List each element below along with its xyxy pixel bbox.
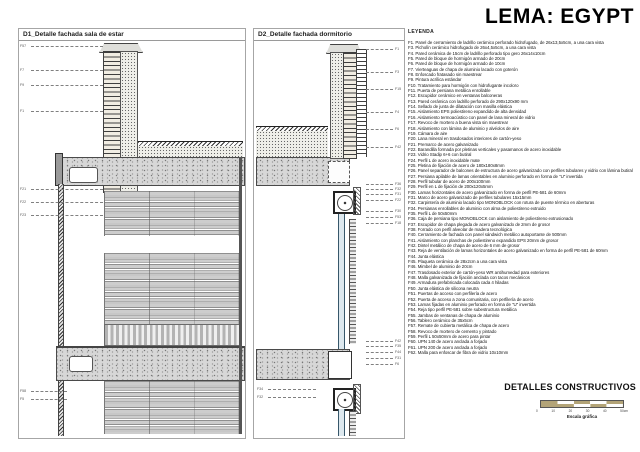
legend-item-f20: F20. Lana mineral en trasdosados interiores de cartón-yeso bbox=[408, 136, 522, 142]
legend-item-f23: F23. Vidrio Stadip 6+6 con butiral bbox=[408, 152, 472, 158]
legend-item-f32: F32. Carpintería de aluminio lacado tipo MONOBLOCK con rotura de puente térmico en aberturas bbox=[408, 200, 595, 206]
legend-item-f19: F19. Cámara de aire bbox=[408, 130, 448, 136]
d2-window-glazing-upper bbox=[338, 214, 345, 349]
legend-item-f27: F27. Persiana apilable de lamas orientables en aluminio perforado en forma de "U" invertida bbox=[408, 173, 583, 179]
legend-item-f55: F55. Jambas de ventanas de chapa de aluminio bbox=[408, 312, 500, 318]
legend-item-f18: F18. Aislamiento con lámina de aluminio y alvéolos de aire bbox=[408, 125, 520, 131]
d1-slab-edge-profile bbox=[55, 153, 63, 186]
legend-item-f57: F57. Remate de cubierta metálica de chapa de acero bbox=[408, 323, 509, 329]
leader-label: F22 bbox=[20, 200, 27, 204]
legend-item-f28: F28. Perfil tubular de acero de 200x100mm bbox=[408, 178, 491, 184]
sheet-title: LEMA: EGYPT bbox=[484, 5, 634, 28]
d2-slab-edge-box bbox=[328, 351, 352, 379]
leader-line bbox=[31, 85, 103, 86]
leader-label: F1 bbox=[395, 47, 400, 51]
legend-item-f24: F24. Perfil L de acero inoxidable mate bbox=[408, 157, 480, 163]
legend-item-f51: F51. Puertas de acceso con perfilería de acero bbox=[408, 291, 497, 297]
d2-lamas-ladder-strip bbox=[356, 49, 367, 157]
d2-jamb-hatch-lower bbox=[353, 384, 361, 414]
legend-item-f22: F22. Barandilla formada por pletinas verticales y pasamanos de acero inoxidable bbox=[408, 146, 562, 152]
legend-item-f59: F59. Perfil L 50x50mm de acero para pintar bbox=[408, 333, 491, 339]
d1-panel bbox=[18, 28, 246, 439]
legend-item-f53: F53. Lamas fijadas en aluminio perforado en forma de "U" invertida bbox=[408, 301, 536, 307]
legend-item-f43: F43. Reja de ventilación de lamas horizontales de acero galvanizado en forma de perfil PE-581 de 60mm bbox=[408, 248, 608, 254]
leader-line bbox=[366, 341, 393, 342]
leader-label: F34 bbox=[257, 387, 264, 391]
legend-item-f9: F9. Pintura acrílica estándar bbox=[408, 77, 462, 83]
legend-item-f5: F5. Pared de bloque de hormigón armado de 20cm bbox=[408, 56, 506, 62]
legend-item-f30: F30. Lamas horizontales de acero galvanizado en forma de perfil PE-581 de 60mm bbox=[408, 189, 566, 195]
legend-item-f48: F48. Malla galvanizada de fijación anclada con tacos mecánicos bbox=[408, 275, 530, 281]
leader-label: F22 bbox=[395, 198, 402, 202]
leader-label: F57 bbox=[20, 44, 27, 48]
legend-item-f17: F17. Revoco de mortero a buena vista sin maestrear bbox=[408, 120, 509, 126]
legend-item-f16: F16. Aislamiento termoacústico con panel de lana mineral de vidrio bbox=[408, 114, 536, 120]
d2-panel-title: D2_Detalle fachada dormitorio bbox=[254, 29, 404, 41]
legend-item-f56: F56. Tablero cerámico de 35x5cm bbox=[408, 317, 473, 323]
leader-label: F9 bbox=[20, 83, 25, 87]
leader-line bbox=[366, 129, 393, 130]
leader-line bbox=[366, 364, 393, 365]
d2-parapet-brick-leaf bbox=[343, 52, 357, 159]
leader-line bbox=[366, 189, 393, 190]
leader-line bbox=[366, 223, 393, 224]
scale-bar-row-bottom bbox=[541, 404, 623, 407]
leader-label: F18 bbox=[395, 221, 402, 225]
leader-line bbox=[268, 397, 316, 398]
d2-roller-wheel-lower bbox=[337, 392, 353, 408]
legend-list bbox=[408, 40, 638, 355]
legend-item-f6: F6. Pared de bloque de hormigón armado de 10cm bbox=[408, 61, 506, 67]
d2-parapet-inner-leaf bbox=[330, 52, 344, 159]
legend-item-f10: F10. Tratamiento para hormigón con hidrofugante incoloro bbox=[408, 82, 519, 88]
leader-label: F6 bbox=[395, 127, 400, 131]
leader-label: F31 bbox=[395, 356, 402, 360]
d2-louver-edge-strip-upper bbox=[349, 219, 356, 344]
leader-line bbox=[366, 49, 393, 50]
d1-louver-block-middle bbox=[104, 253, 241, 324]
d2-jamb-hatch-upper bbox=[353, 187, 361, 215]
legend-item-f36: F36. Caja de persiana tipo MONOBLOCK con aislamiento de poliestireno extrusionado bbox=[408, 216, 574, 222]
leader-line bbox=[366, 72, 393, 73]
d2-window-glazing-lower bbox=[338, 409, 345, 436]
scale-caption: Escala gráfica bbox=[566, 414, 598, 419]
d1-louver-block-lower bbox=[104, 381, 241, 434]
legend-item-f62: F62. Malla para enfoscar de fibra de vidrio 10x10mm bbox=[408, 349, 509, 355]
legend-item-f26: F26. Panel separador de balcones de estructura de acero galvanizado con perfiles tubulares y vidrio con lámina butiral bbox=[408, 168, 633, 174]
leader-label: F21 bbox=[20, 187, 27, 191]
legend-item-f21: F21. Premarco de acero galvanizado bbox=[408, 141, 479, 147]
d1-vertical-slats-band bbox=[104, 324, 241, 346]
legend-item-f15: F15. Aislamiento EPS poliestireno expandido de alta densidad bbox=[408, 109, 527, 115]
leader-label: F5 bbox=[20, 397, 25, 401]
scale-tick: 40 bbox=[602, 409, 607, 413]
leader-line bbox=[31, 111, 103, 112]
legend-item-f12: F12. Escupidor cerámico en ventanas balconeras bbox=[408, 93, 503, 99]
legend-item-f38: F38. Forrado con perfil alveolar de madera tecnológica bbox=[408, 227, 512, 233]
legend-item-f13: F13. Pared cerámica con ladrillo perforado de 290x120x90 mm bbox=[408, 98, 528, 104]
legend-title: LEYENDA bbox=[408, 29, 434, 35]
legend-item-f11: F11. Puerta de persiana metálica enrollable bbox=[408, 88, 491, 94]
leader-label: F42 bbox=[395, 339, 402, 343]
legend-item-f34: F34. Persianas enrollables de aluminio con alma de poliestireno extruido bbox=[408, 205, 546, 211]
legend-item-f50: F50. Junta elástica de silicona neutra bbox=[408, 285, 479, 291]
leader-label: F31 bbox=[395, 192, 402, 196]
legend-item-f31: F31. Marco de acero galvanizado de perfiles tubulares 15x15mm bbox=[408, 194, 532, 200]
legend-item-f46: F46. Mimbel de aluminio de 20cm bbox=[408, 264, 473, 270]
legend-item-f7: F7. Vierteaguas de chapa de aluminio lacado con goterón bbox=[408, 66, 518, 72]
d2-roof-insulation-layer bbox=[256, 131, 328, 158]
leader-label: F53 bbox=[395, 215, 402, 219]
leader-line bbox=[31, 215, 103, 216]
leader-line bbox=[31, 202, 103, 203]
leader-line bbox=[31, 189, 103, 190]
leader-line bbox=[366, 200, 393, 201]
d2-roller-wheel-upper bbox=[337, 195, 353, 211]
leader-line bbox=[366, 352, 393, 353]
leader-label: F35 bbox=[395, 344, 402, 348]
d1-facade-grille-frame bbox=[239, 157, 242, 434]
scale-tick: 50cm bbox=[620, 409, 628, 413]
legend-item-f45: F45. Plaqueta cerámica de 28x2cm a una cara vista bbox=[408, 259, 507, 265]
leader-line bbox=[366, 211, 393, 212]
leader-label: F7 bbox=[20, 68, 25, 72]
leader-label: F4 bbox=[395, 110, 400, 114]
legend-item-f3: F3. Picholín cerámico hidrofugado de 26x4,5x5cm, a una cara vista bbox=[408, 45, 536, 51]
d2-louver-edge-strip-lower bbox=[349, 411, 356, 436]
leader-line bbox=[366, 184, 393, 185]
leader-line bbox=[31, 399, 67, 400]
leader-line bbox=[366, 147, 393, 148]
leader-label: F3 bbox=[395, 70, 400, 74]
leader-line bbox=[366, 194, 393, 195]
legend-item-f1: F1. Panel de cerramiento de ladrillo cerámico perforado hidrofugado, de 26x13,5x5cm, a una cara vista bbox=[408, 40, 604, 45]
legend-item-f58: F58. Revoco de mortero de cemento y pintado bbox=[408, 328, 497, 334]
leader-line bbox=[366, 112, 393, 113]
scale-tick: 10 bbox=[551, 409, 555, 413]
leader-line bbox=[366, 89, 393, 90]
legend-item-f47: F47. Trasdosado exterior de cartón-yeso WR antihumedad para exteriores bbox=[408, 269, 550, 275]
d1-louver-block-upper bbox=[104, 191, 241, 236]
d1-panel-title: D1_Detalle fachada sala de estar bbox=[19, 29, 245, 41]
leader-line bbox=[31, 391, 67, 392]
leader-label: F6 bbox=[395, 362, 400, 366]
legend-item-f8: F8. Enfoscado fratasado sin maestrear bbox=[408, 72, 482, 78]
leader-label: F15 bbox=[395, 87, 402, 91]
legend-item-f25: F25. Pletina de fijación de acero de 180x180x8mm bbox=[408, 162, 505, 168]
legend-item-f14: F14. Sellado de junta de dilatación con masilla elástica bbox=[408, 104, 512, 110]
leader-label: F32 bbox=[257, 395, 264, 399]
legend-item-f44: F44. Junta elástica bbox=[408, 253, 444, 259]
legend-item-f60: F60. UPN 140 de acero anclada a forjado bbox=[408, 339, 488, 345]
leader-label: F23 bbox=[20, 213, 27, 217]
scale-tick: 20 bbox=[568, 409, 573, 413]
legend-item-f37: F37. Escupidor de chapa plegada de acero galvanizado de 2mm de grosor bbox=[408, 221, 551, 227]
leader-line bbox=[366, 346, 393, 347]
legend-item-f42: F42. Dintel metálico de chapa de acero de 6 mm de grosor bbox=[408, 243, 520, 249]
leader-line bbox=[366, 217, 393, 218]
legend-item-f54: F54. Reja tipo perfil PE-581 sobre subestructura metálica bbox=[408, 307, 517, 313]
leader-label: F36 bbox=[395, 182, 402, 186]
scale-tick-labels bbox=[536, 409, 628, 413]
leader-label: F30 bbox=[395, 209, 402, 213]
legend-item-f29: F29. Perfil en L de fijación de 200x120x5mm bbox=[408, 184, 493, 190]
legend-item-f61: F61. UPN 200 de acero anclada a forjado bbox=[408, 344, 488, 350]
leader-label: F44 bbox=[395, 350, 402, 354]
d1-lower-slab-opening bbox=[69, 356, 93, 372]
legend-item-f41: F41. Aislamiento con planchas de poliestireno expandido EPS 20mm de grosor bbox=[408, 237, 559, 243]
scale-tick: 0 bbox=[536, 409, 538, 413]
leader-label: F42 bbox=[395, 145, 402, 149]
leader-line bbox=[268, 389, 316, 390]
leader-label: F58 bbox=[20, 389, 27, 393]
leader-label: F32 bbox=[395, 187, 402, 191]
leader-line bbox=[366, 358, 393, 359]
leader-line bbox=[31, 70, 103, 71]
legend-item-f52: F52. Puerta de acceso a zona comunitaria, con perfilería de acero bbox=[408, 296, 534, 302]
footer-title: DETALLES CONSTRUCTIVOS bbox=[504, 382, 636, 392]
legend-item-f40: F40. Cerramiento de fachada con panel sándwich metálico autoportante de 500mm bbox=[408, 232, 567, 238]
leader-line bbox=[31, 46, 103, 47]
legend-item-f35: F35. Perfil L de 50x50mm bbox=[408, 211, 457, 216]
d2-panel bbox=[253, 28, 405, 439]
scale-tick: 30 bbox=[585, 409, 590, 413]
leader-label: F1 bbox=[20, 109, 25, 113]
d2-premarco-box bbox=[328, 161, 350, 183]
d1-slab-drain-opening bbox=[69, 167, 98, 183]
legend-item-f49: F49. Armadura prefabricada colocada cada 4 hiladas bbox=[408, 280, 509, 286]
legend-item-f4: F4. Pared cerámica de 15cm de ladrillo perforado tipo gero 26x14x10cm bbox=[408, 50, 546, 56]
graphic-scale-bar bbox=[540, 400, 624, 408]
